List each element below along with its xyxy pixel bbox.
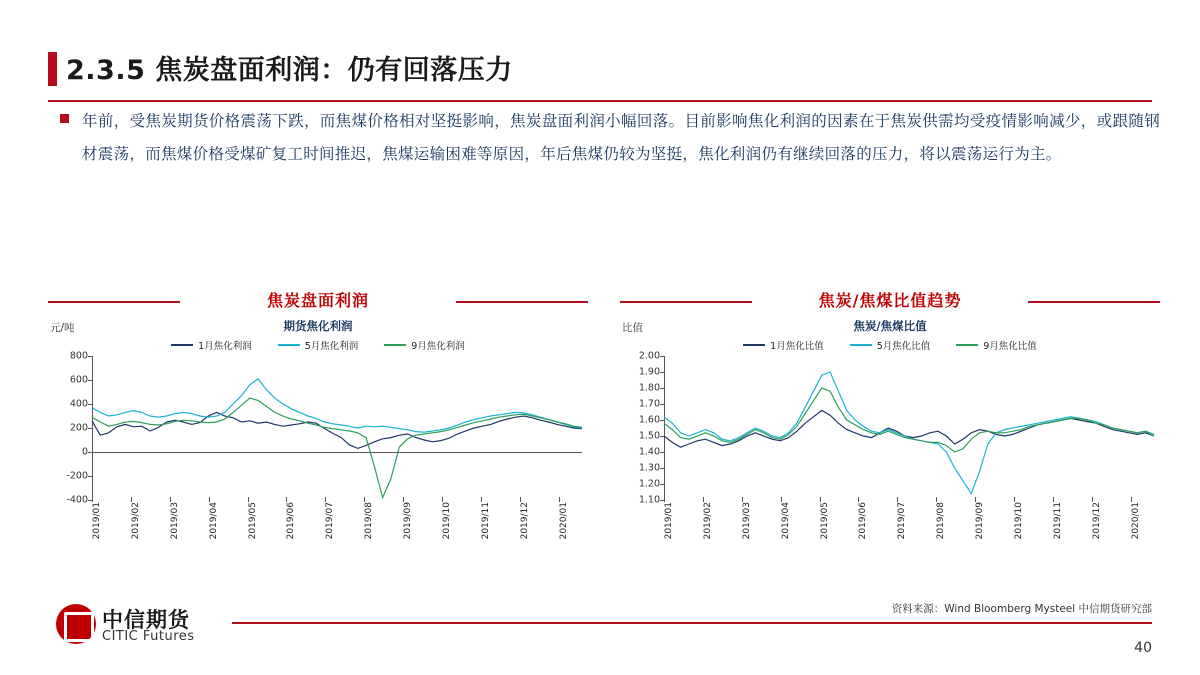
x-tick-mark <box>325 497 326 502</box>
x-tick-label: 2019/02 <box>702 502 713 540</box>
legend-item <box>743 338 824 352</box>
x-tick-mark <box>742 497 743 502</box>
x-tick-mark <box>286 497 287 502</box>
y-tick-mark <box>660 452 664 453</box>
chart-right <box>620 316 1160 574</box>
y-tick-label: 1.80 <box>638 382 660 394</box>
logo-mark-icon <box>56 604 96 644</box>
y-tick-label: 2.00 <box>638 350 660 362</box>
legend-swatch <box>278 344 300 346</box>
series-lines-right <box>664 356 1154 500</box>
x-tick-label: 2019/09 <box>403 502 414 540</box>
legend-label: 1月焦化比值 <box>770 341 824 352</box>
x-tick-label: 2019/08 <box>936 502 947 540</box>
x-tick-label: 2019/05 <box>819 502 830 540</box>
y-tick-mark <box>88 380 92 381</box>
x-tick-label: 2019/01 <box>664 502 674 540</box>
chart-panel-header-left <box>48 288 588 316</box>
y-tick-label: 800 <box>69 350 88 362</box>
y-tick-mark <box>88 428 92 429</box>
series-line <box>92 412 582 448</box>
legend-item <box>956 338 1037 352</box>
legend-item <box>850 338 931 352</box>
y-tick-mark <box>660 420 664 421</box>
x-tick-label: 2019/07 <box>897 502 908 540</box>
source-note: 资料来源：Wind Bloomberg Mysteel 中信期货研究部 <box>891 603 1152 615</box>
legend-swatch <box>850 344 872 346</box>
chart-panel-title-left: 焦炭盘面利润 <box>266 291 369 310</box>
x-tick-mark <box>858 497 859 502</box>
x-tick-mark <box>1131 497 1132 502</box>
y-tick-mark <box>660 388 664 389</box>
x-tick-mark <box>248 497 249 502</box>
logo-text-cn: 中信期货 <box>102 608 190 632</box>
y-tick-label: 1.20 <box>638 478 660 490</box>
series-lines-left <box>92 356 582 500</box>
chart-left <box>48 316 588 574</box>
y-tick-label: 0 <box>81 446 88 458</box>
x-tick-mark <box>92 497 93 502</box>
x-tick-label: 2019/12 <box>1091 502 1102 540</box>
title-divider <box>48 100 1152 102</box>
y-tick-label: 1.70 <box>638 398 660 410</box>
x-tick-label: 2019/07 <box>325 502 336 540</box>
x-tick-label: 2019/05 <box>247 502 258 540</box>
plot-area-left <box>66 350 582 506</box>
legend-label: 1月焦化利润 <box>198 341 252 352</box>
y-tick-label: 200 <box>69 422 88 434</box>
page-number: 40 <box>1134 640 1152 656</box>
x-tick-mark <box>664 497 665 502</box>
x-tick-label: 2020/01 <box>1130 502 1141 540</box>
x-tick-mark <box>703 497 704 502</box>
x-tick-mark <box>559 497 560 502</box>
x-tick-label: 2019/10 <box>442 502 452 540</box>
series-line <box>664 372 1154 494</box>
x-tick-label: 2019/10 <box>1014 502 1024 540</box>
footer-divider <box>232 622 1152 624</box>
x-tick-label: 2019/03 <box>169 502 180 540</box>
x-tick-label: 2019/02 <box>130 502 141 540</box>
x-tick-mark <box>403 497 404 502</box>
y-tick-mark <box>660 468 664 469</box>
legend-label: 5月焦化利润 <box>304 341 359 352</box>
y-tick-mark <box>88 356 92 357</box>
legend-item <box>171 338 252 352</box>
y-axis-unit-left: 元/吨 <box>50 322 75 334</box>
x-tick-mark <box>442 497 443 502</box>
legend-label: 5月焦化比值 <box>876 341 931 352</box>
bullet-square-icon <box>60 114 69 123</box>
x-tick-label: 2019/03 <box>741 502 752 540</box>
x-tick-mark <box>1014 497 1015 502</box>
y-tick-label: 1.30 <box>638 462 660 474</box>
y-tick-label: -200 <box>66 470 88 482</box>
x-tick-mark <box>209 497 210 502</box>
y-tick-label: 1.90 <box>638 366 660 378</box>
legend-label: 9月焦化比值 <box>983 341 1037 352</box>
title-accent-bar <box>48 52 57 86</box>
y-tick-label: 1.60 <box>638 414 660 426</box>
chart-panel-header-right <box>620 288 1160 316</box>
legend-item <box>384 338 465 352</box>
legend-swatch <box>743 344 765 346</box>
x-axis-labels-right <box>664 502 1154 574</box>
paragraph-text: 年前，受焦炭期货价格震荡下跌，而焦煤价格相对坚挺影响，焦炭盘面利润小幅回落。目前影响焦化利润的因素在于焦炭供需均受疫情影响减少，或跟随钢材震荡，而焦煤价格受煤矿复工时间推迟，焦煤运输困难等原因，年后焦煤仍较为坚挺，焦化利润仍有继续回落的压力，将以震荡运行为主。 <box>82 112 1160 163</box>
legend-swatch <box>956 344 978 346</box>
x-tick-mark <box>520 497 521 502</box>
chart-legend-left <box>48 338 588 352</box>
body-paragraph <box>60 105 1160 171</box>
x-tick-mark <box>170 497 171 502</box>
x-tick-label: 2019/06 <box>286 502 297 540</box>
y-axis-unit-right: 比值 <box>622 322 643 334</box>
chart-panel-coke-coal-ratio <box>620 288 1160 578</box>
x-tick-mark <box>975 497 976 502</box>
logo-text-en: CITIC Futures <box>102 629 195 644</box>
x-tick-mark <box>936 497 937 502</box>
y-tick-label: -400 <box>66 494 88 506</box>
legend-swatch <box>384 344 406 346</box>
y-tick-label: 600 <box>69 374 88 386</box>
x-tick-label: 2019/12 <box>519 502 530 540</box>
series-line <box>664 410 1154 447</box>
citic-futures-logo <box>56 602 216 648</box>
y-tick-mark <box>88 476 92 477</box>
y-tick-mark <box>660 484 664 485</box>
x-tick-label: 2019/09 <box>975 502 986 540</box>
zero-line <box>92 452 582 453</box>
x-tick-label: 2019/04 <box>780 502 791 540</box>
y-tick-label: 1.50 <box>638 430 660 442</box>
x-tick-mark <box>897 497 898 502</box>
legend-item <box>278 338 359 352</box>
x-tick-mark <box>820 497 821 502</box>
y-tick-mark <box>660 356 664 357</box>
x-tick-label: 2020/01 <box>558 502 569 540</box>
chart-inner-title-right: 焦炭/焦煤比值 <box>853 319 927 333</box>
y-tick-label: 1.10 <box>638 494 660 506</box>
y-tick-label: 400 <box>69 398 88 410</box>
plot-area-right <box>638 350 1154 506</box>
y-tick-mark <box>660 372 664 373</box>
y-tick-label: 1.40 <box>638 446 660 458</box>
page-title: 2.3.5 焦炭盘面利润：仍有回落压力 <box>66 55 513 86</box>
x-axis-labels-left <box>92 502 582 574</box>
x-tick-label: 2019/01 <box>92 502 102 540</box>
x-tick-label: 2019/11 <box>480 502 491 540</box>
legend-swatch <box>171 344 193 346</box>
x-tick-mark <box>1053 497 1054 502</box>
x-tick-mark <box>1092 497 1093 502</box>
chart-legend-right <box>620 338 1160 352</box>
x-tick-label: 2019/08 <box>364 502 375 540</box>
x-tick-mark <box>131 497 132 502</box>
chart-panel-title-right: 焦炭/焦煤比值趋势 <box>818 291 962 310</box>
legend-label: 9月焦化利润 <box>411 341 465 352</box>
x-tick-label: 2019/04 <box>208 502 219 540</box>
y-tick-mark <box>660 436 664 437</box>
chart-panel-coke-profit <box>48 288 588 578</box>
y-tick-mark <box>88 404 92 405</box>
y-tick-mark <box>660 404 664 405</box>
x-tick-label: 2019/11 <box>1052 502 1063 540</box>
slide-header <box>0 22 1200 86</box>
x-tick-mark <box>481 497 482 502</box>
x-tick-mark <box>364 497 365 502</box>
chart-inner-title-left: 期货焦化利润 <box>283 319 353 333</box>
x-tick-label: 2019/06 <box>858 502 869 540</box>
x-tick-mark <box>781 497 782 502</box>
